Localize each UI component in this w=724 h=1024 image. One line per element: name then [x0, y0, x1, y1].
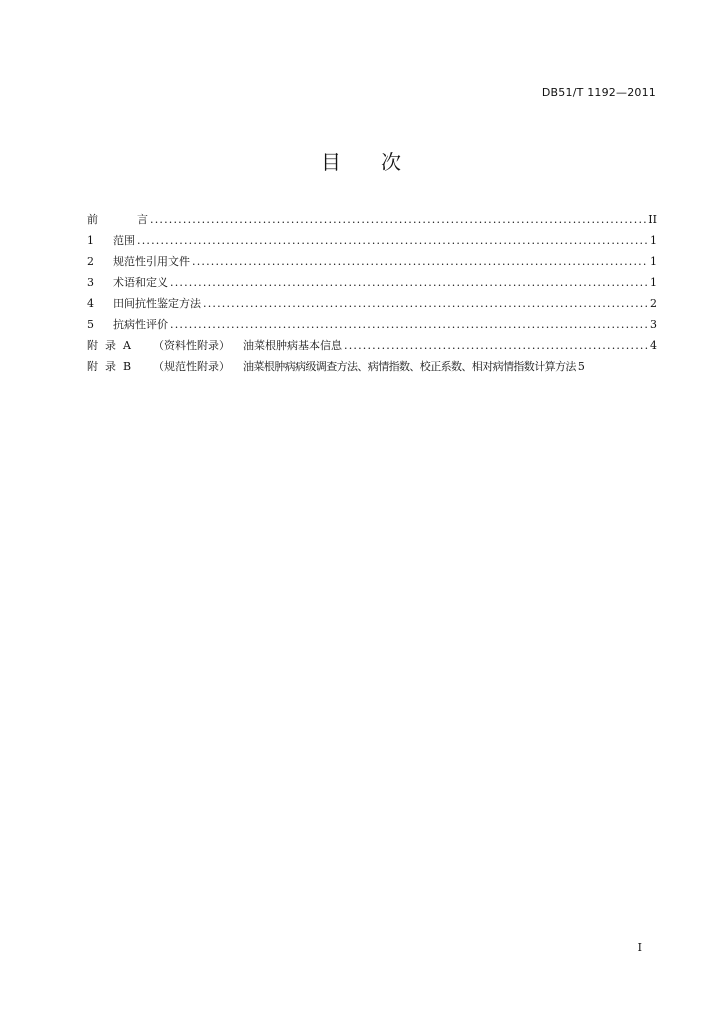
page-title: [0, 146, 724, 175]
toc-leader-dots: [170, 318, 648, 331]
toc-entry-label: 术语和定义: [113, 276, 168, 289]
toc-entry-label: 规范性引用文件: [113, 255, 190, 268]
toc-entry-label: 范围: [113, 234, 135, 247]
toc-entry-label: 田间抗性鉴定方法: [113, 297, 201, 310]
toc-leader-dots: [137, 234, 648, 247]
page-number: I: [637, 941, 642, 954]
toc-entry-number: 3: [87, 276, 94, 289]
toc-entry-label: 油菜根肿病病级调查方法、病情指数、校正系数、相对病情指数计算方法: [243, 360, 576, 373]
toc-leader-dots: [170, 276, 648, 289]
toc-entry-page: 1: [650, 276, 657, 289]
toc-entry-scope[interactable]: [87, 232, 657, 253]
toc-entry-page: 1: [650, 234, 657, 247]
toc-entry-number: 5: [87, 318, 94, 331]
toc-entry-field-method[interactable]: [87, 295, 657, 316]
table-of-contents: [87, 211, 657, 379]
toc-entry-number: 2: [87, 255, 94, 268]
toc-leader-dots: [192, 255, 648, 268]
toc-entry-normative-references[interactable]: [87, 253, 657, 274]
toc-entry-number: 附 录 B: [87, 360, 132, 373]
toc-entry-appendix-type: （资料性附录）: [153, 339, 230, 352]
toc-entry-appendix-a[interactable]: [87, 337, 657, 358]
toc-entry-number: 附 录 A: [87, 339, 131, 352]
toc-entry-page: 3: [650, 318, 657, 331]
toc-entry-label: 油菜根肿病基本信息: [243, 339, 342, 352]
toc-entry-label: 抗病性评价: [113, 318, 168, 331]
toc-entry-page: 1: [650, 255, 657, 268]
toc-entry-number: 前: [87, 213, 98, 226]
toc-entry-terms[interactable]: [87, 274, 657, 295]
toc-entry-page: 5: [577, 360, 585, 373]
toc-entry-foreword[interactable]: [87, 211, 657, 232]
toc-entry-evaluation[interactable]: [87, 316, 657, 337]
toc-entry-appendix-b[interactable]: [87, 358, 657, 379]
toc-entry-page: 4: [650, 339, 657, 352]
toc-entry-label: 言: [137, 213, 148, 226]
page-title-right: 次: [381, 150, 403, 174]
toc-entry-number: 1: [87, 234, 94, 247]
page-title-left: 目: [321, 150, 343, 174]
toc-entry-appendix-type: （规范性附录）: [153, 360, 230, 373]
standard-code: DB51/T 1192—2011: [541, 86, 656, 99]
toc-entry-number: 4: [87, 297, 94, 310]
toc-entry-page: 2: [650, 297, 657, 310]
toc-leader-dots: [344, 339, 648, 352]
toc-entry-page: II: [648, 213, 657, 226]
toc-leader-dots: [203, 297, 648, 310]
toc-leader-dots: [150, 213, 646, 226]
